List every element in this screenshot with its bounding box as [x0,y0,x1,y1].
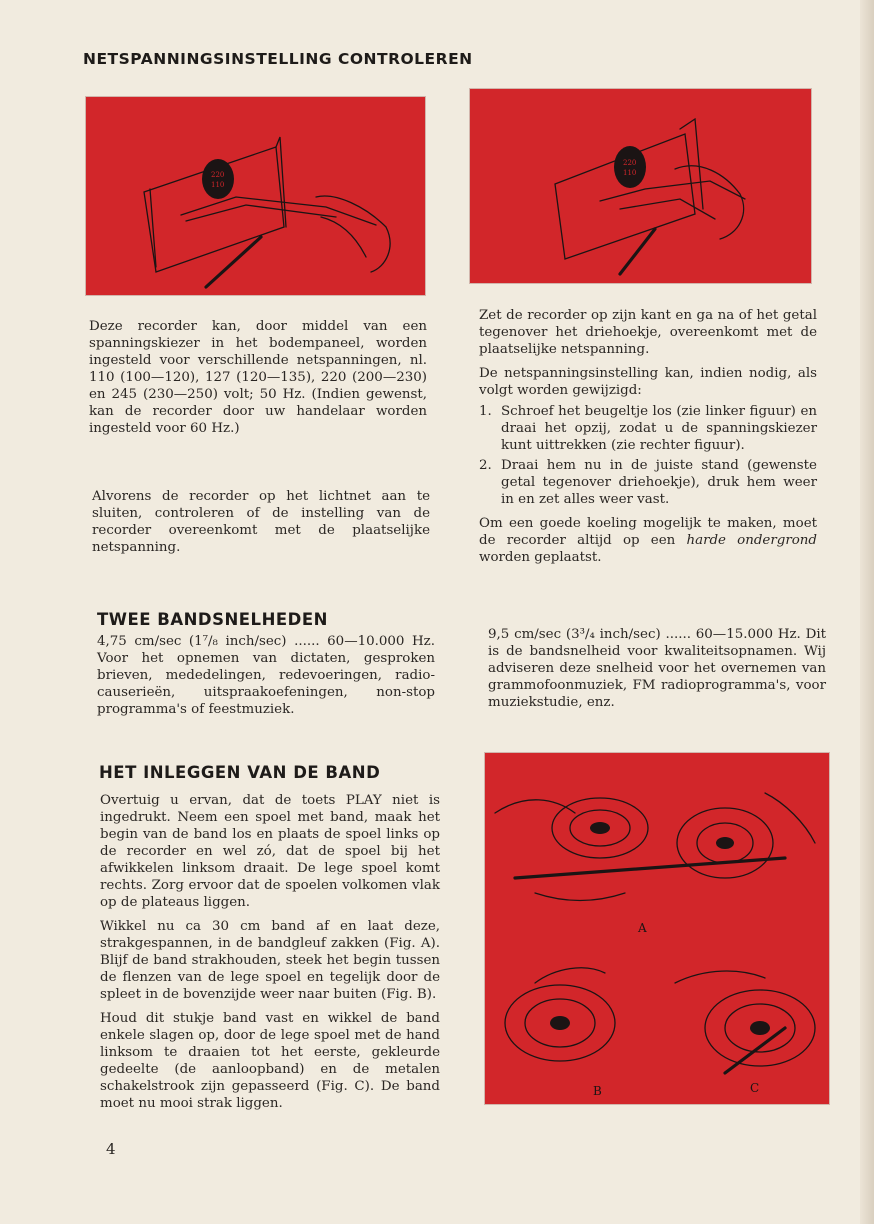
svg-text:220: 220 [623,159,637,167]
section-heading-tape: HET INLEGGEN VAN DE BAND [99,763,381,782]
figure-label-c: C [750,1081,760,1095]
illustration-voltage-left [86,97,425,295]
figure-label-b: B [593,1084,602,1098]
illustration-tape-loading-drawing [485,753,829,1104]
cooling-text-emphasis: harde ondergrond [686,533,817,548]
svg-text:110: 110 [623,169,637,177]
illustration-voltage-right-drawing [470,89,811,283]
figure-label-a: A [638,921,647,935]
speed-475-paragraph: 4,75 cm/sec (1⁷/₈ inch/sec) ...... 60—10.000 Hz. Voor het opnemen van dictaten, gesproken brieven, mededelingen, redevoeringen, radio-causerieën, uitspraakoefeningen, non-stop programma's of feestmuziek. [97,634,435,717]
tape-paragraph-2: Wikkel nu ca 30 cm band af en laat deze, strakgespannen, in de bandgleuf zakken (Fig. A). Blijf de band strakhouden, steek het begin tussen de flenzen van de lege spoel en tegelijk door de spleet in de bovenzijde weer naar buiten (Fig. B). [100,919,440,1002]
voltage-cooling-paragraph [479,515,817,566]
step-number: 1. [479,404,492,419]
list-item [479,457,817,508]
voltage-intro-paragraph: Deze recorder kan, door middel van een spanningskiezer in het bodempaneel, worden ingesteld voor verschillende netspanningen, nl. 110 (100—120), 127 (120—135), 220 (200—230) en 245 (230—250) volt; 50 Hz. (Indien gewenst, kan de recorder door uw handelaar worden ingesteld voor 60 Hz.) [89,319,427,436]
voltage-left-text [89,318,427,444]
illustration-voltage-right [470,89,811,283]
section-heading-voltage: NETSPANNINGSINSTELLING CONTROLEREN [83,50,473,68]
speed-left-text [97,633,435,725]
voltage-check-paragraph: Alvorens de recorder op het lichtnet aan te sluiten, controleren of de instelling van de recorder overeenkomt met de plaatselijke netspanning. [92,489,430,555]
illustration-tape-loading [485,753,829,1104]
voltage-change-intro: De netspanningsinstelling kan, indien nodig, als volgt worden gewijzigd: [479,366,817,398]
illustration-voltage-left-drawing [86,97,425,295]
voltage-steps-list [479,403,817,508]
speed-right-text [488,626,826,718]
svg-text:110: 110 [211,181,225,189]
cooling-text-start: Om een goede koeling mogelijk te maken, moet de recorder altijd op een [479,516,817,548]
voltage-check-instructions: Zet de recorder op zijn kant en ga na of het getal tegenover het driehoekje, overeenkomt met de plaatselijke netspanning. [479,308,817,357]
page-number: 4 [106,1140,116,1158]
svg-text:220: 220 [211,171,225,179]
step-number: 2. [479,458,492,473]
voltage-right-text [479,307,817,573]
step-text: Schroef het beugeltje los (zie linker figuur) en draai het opzij, zodat u de spanningskiezer kunt uittrekken (zie rechter figuur). [501,404,817,453]
tape-paragraph-3: Houd dit stukje band vast en wikkel de band enkele slagen op, door de lege spoel met de hand linksom te draaien tot het eerste, gekleurde gedeelte (de aanloopband) en de metalen schakelstrook zijn gepasseerd (Fig. C). De band moet nu mooi strak liggen. [100,1011,440,1111]
cooling-text-end: worden geplaatst. [479,550,602,565]
tape-text [100,792,440,1119]
speed-95-paragraph: 9,5 cm/sec (3³/₄ inch/sec) ...... 60—15.000 Hz. Dit is de bandsnelheid voor kwaliteitsopnamen. Wij adviseren deze snelheid voor het overnemen van grammofoonmuziek, FM radioprogramma's, voor muziekstudie, enz. [488,627,826,710]
step-text: Draai hem nu in de juiste stand (gewenste getal tegenover driehoekje), druk hem weer in en zet alles weer vast. [501,458,817,507]
page-edge [860,0,874,1224]
section-heading-speeds: TWEE BANDSNELHEDEN [97,610,328,629]
tape-paragraph-1: Overtuig u ervan, dat de toets PLAY niet is ingedrukt. Neem een spoel met band, maak het begin van de band los en plaats de spoel links op de recorder en wel zó, dat de spoel bij het afwikkelen linksom draait. De lege spoel komt rechts. Zorg ervoor dat de spoelen volkomen vlak op de plateaus liggen. [100,793,440,910]
list-item [479,403,817,454]
voltage-left-text-2 [92,488,430,563]
